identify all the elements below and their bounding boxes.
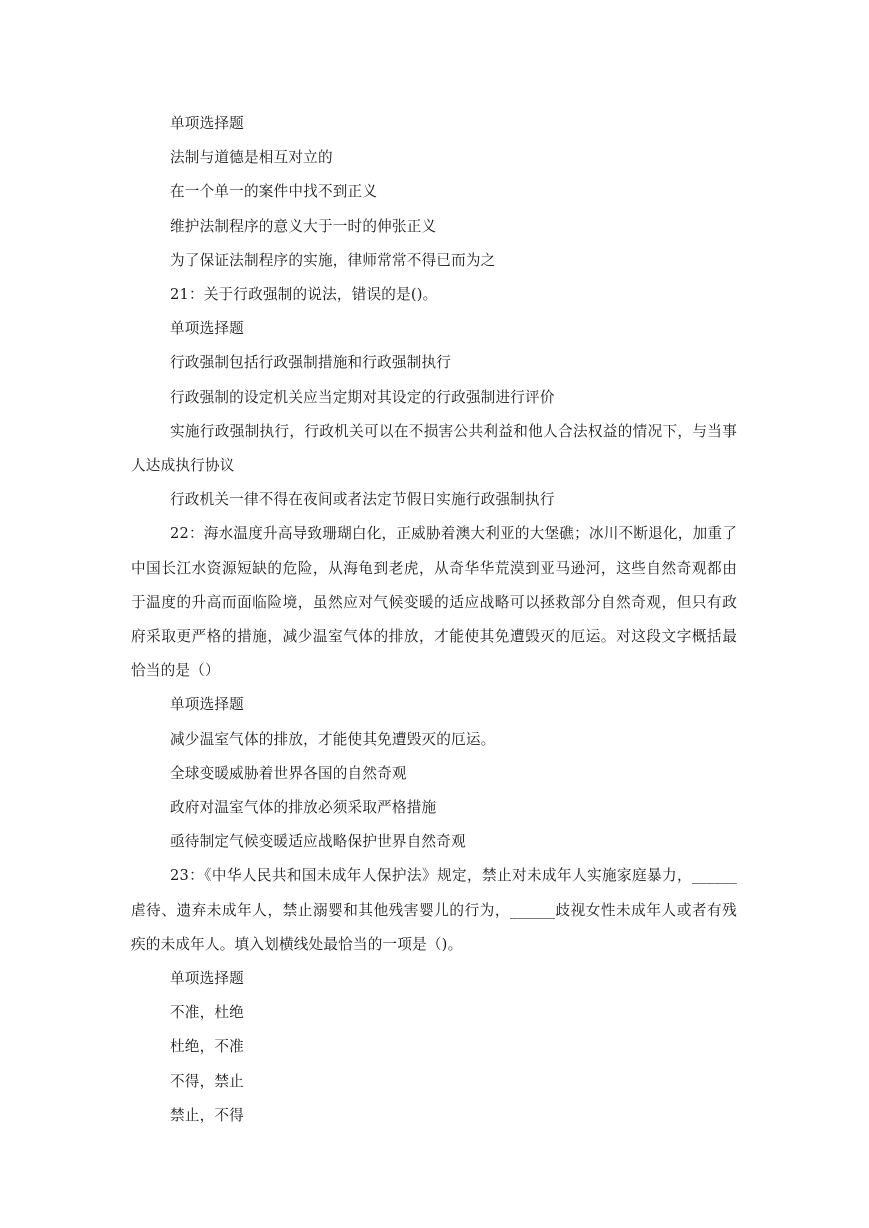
document-body <box>131 107 737 1133</box>
option-a: 行政强制包括行政强制措施和行政强制执行 <box>170 354 452 372</box>
option-c: 维护法制程序的意义大于一时的伸张正义 <box>170 217 437 235</box>
question-type-label: 单项选择题 <box>170 696 244 714</box>
question-23 <box>131 859 737 1133</box>
option-a: 法制与道德是相互对立的 <box>170 149 333 167</box>
question-type-label: 单项选择题 <box>170 320 244 338</box>
question-stem: 21：关于行政强制的说法，错误的是()。 <box>170 286 438 304</box>
option-b: 杜绝，不准 <box>170 1038 244 1056</box>
option-b: 在一个单一的案件中找不到正义 <box>170 183 378 201</box>
question-stem: 23：《中华人民共和国未成年人保护法》规定，禁止对未成年人实施家庭暴力，______虐待、遗弃未成年人，禁止溺婴和其他残害婴儿的行为，______歧视女性未成年人或者有残疾的未成年人。填入划横线处最恰当的一项是（)。 <box>131 867 737 953</box>
question-22 <box>131 517 737 859</box>
option-d: 为了保证法制程序的实施，律师常常不得已而为之 <box>170 251 496 269</box>
option-d: 亟待制定气候变暖适应战略保护世界自然奇观 <box>170 833 466 851</box>
question-stem: 22：海水温度升高导致珊瑚白化，正威胁着澳大利亚的大堡礁；冰川不断退化，加重了中国长江水资源短缺的危险，从海龟到老虎，从奇华华荒漠到亚马逊河，这些自然奇观都由于温度的升高而面临险境，虽然应对气候变暖的适应战略可以拯救部分自然奇观，但只有政府采取更严格的措施，减少温室气体的排放，才能使其免遭毁灭的厄运。对这段文字概括最恰当的是（） <box>131 525 737 680</box>
option-c: 政府对温室气体的排放必须采取严格措施 <box>170 799 437 817</box>
option-c: 不得，禁止 <box>170 1072 244 1090</box>
option-d: 禁止，不得 <box>170 1106 244 1124</box>
question-21 <box>131 278 737 517</box>
option-b: 行政强制的设定机关应当定期对其设定的行政强制进行评价 <box>170 388 555 406</box>
option-a: 不准，杜绝 <box>170 1004 244 1022</box>
option-b: 全球变暖威胁着世界各国的自然奇观 <box>170 764 407 782</box>
option-c: 实施行政强制执行，行政机关可以在不损害公共利益和他人合法权益的情况下，与当事人达成执行协议 <box>131 422 737 475</box>
question-20-tail <box>131 107 737 278</box>
question-type-label: 单项选择题 <box>170 115 244 132</box>
option-a: 减少温室气体的排放，才能使其免遭毁灭的厄运。 <box>170 730 496 748</box>
option-d: 行政机关一律不得在夜间或者法定节假日实施行政强制执行 <box>170 491 555 509</box>
question-type-label: 单项选择题 <box>170 970 244 988</box>
